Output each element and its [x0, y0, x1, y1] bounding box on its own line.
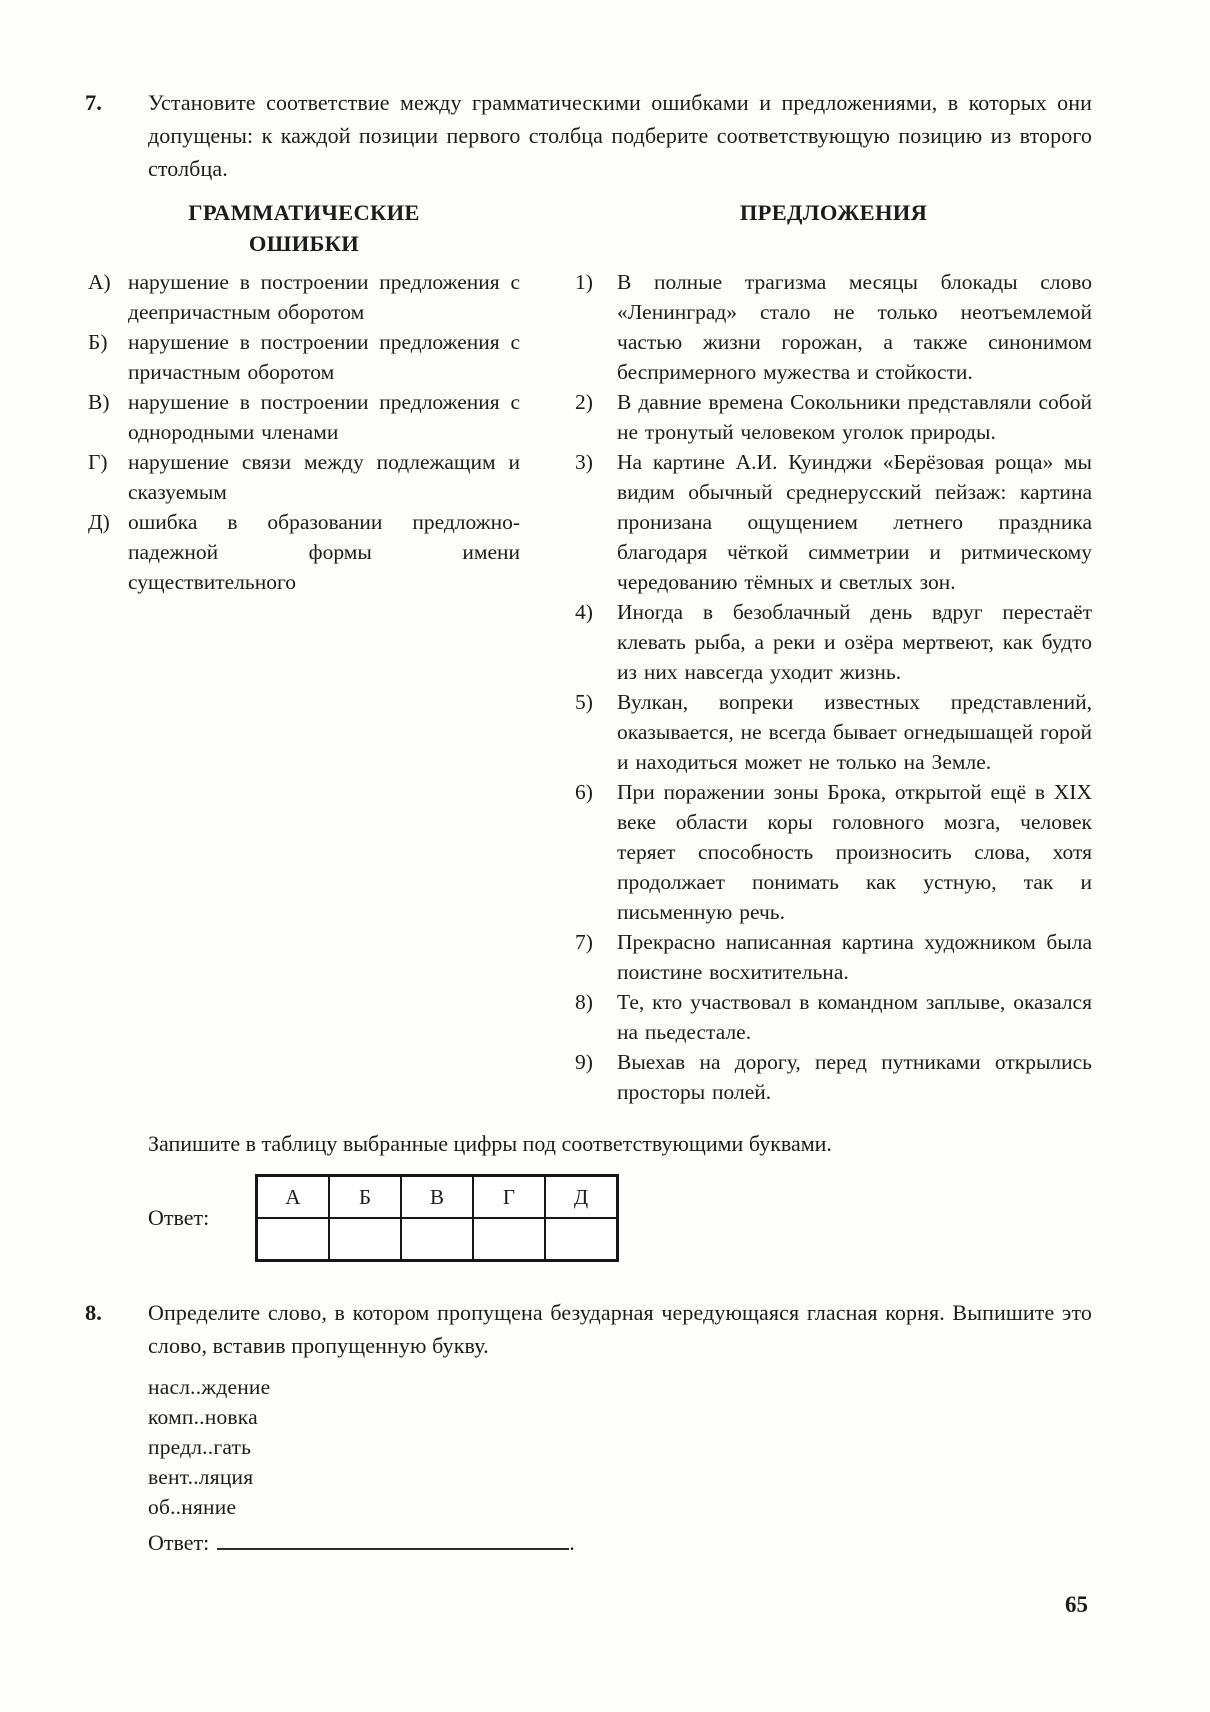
error-item-g-text: нарушение связи между подлежащим и сказуемым	[128, 450, 520, 504]
sentence-item-5-marker: 5)	[575, 690, 593, 714]
sentence-item-8-marker: 8)	[575, 990, 593, 1014]
sentence-item-1-marker: 1)	[575, 270, 593, 294]
error-item-a-text: нарушение в построении предложения с деепричастным оборотом	[128, 270, 520, 324]
error-item-v-marker: В)	[88, 390, 110, 414]
error-item-d-marker: Д)	[88, 510, 110, 534]
answer-blank-line	[217, 1528, 569, 1550]
sentence-item-7	[575, 927, 1092, 987]
sentences-header: ПРЕДЛОЖЕНИЯ	[739, 200, 928, 225]
sentence-item-2-marker: 2)	[575, 390, 593, 414]
table-instruction: Запишите в таблицу выбранные цифры под соответствующими буквами.	[148, 1131, 832, 1156]
error-item-v	[88, 387, 520, 447]
sentence-item-2-text: В давние времена Сокольники представляли собой не тронутый человеком уголок природы.	[617, 390, 1092, 444]
answer-header-cell-d: Д	[545, 1176, 618, 1219]
answer-header-cell-a: А	[257, 1176, 330, 1219]
error-item-b-text: нарушение в построении предложения с причастным оборотом	[128, 330, 520, 384]
word-item-3: предл..гать	[148, 1435, 252, 1459]
sentence-item-9-marker: 9)	[575, 1050, 593, 1074]
word-item-5: об..няние	[148, 1495, 237, 1519]
question-7-prompt: Установите соответствие между грамматическими ошибками и предложениями, в которых они допущены: к каждой позиции первого столбца подберите соответствующую позицию из второго столбца.	[148, 90, 1092, 181]
sentence-item-5-text: Вулкан, вопреки известных представлений, оказывается, не всегда бывает огнедышащей горой и находиться может не только на Земле.	[617, 690, 1092, 774]
answer-value-cell-a	[257, 1218, 330, 1261]
question-8	[0, 1262, 1210, 1556]
sentence-item-7-text: Прекрасно написанная картина художником была поистине восхитительна.	[617, 930, 1092, 984]
question-8-answer-label: Ответ:	[148, 1530, 210, 1555]
page-number: 65	[1065, 1592, 1088, 1617]
error-item-d	[88, 507, 520, 597]
grammar-errors-header-line2: ОШИБКИ	[248, 231, 360, 256]
word-item-2: комп..новка	[148, 1405, 258, 1429]
sentence-item-1	[575, 267, 1092, 387]
sentence-item-5	[575, 687, 1092, 777]
sentence-item-8-text: Те, кто участвовал в командном заплыве, оказался на пьедестале.	[617, 990, 1092, 1044]
question-7-answer-row	[0, 1174, 1210, 1262]
grammar-errors-header	[88, 197, 520, 267]
word-item-4: вент..ляция	[148, 1465, 254, 1489]
answer-value-cell-d	[545, 1218, 618, 1261]
sentence-item-4-text: Иногда в безоблачный день вдруг перестаёт клевать рыба, а реки и озёра мертвеют, как будто из них навсегда уходит жизнь.	[617, 600, 1092, 684]
sentence-item-4-marker: 4)	[575, 600, 593, 624]
sentence-item-6	[575, 777, 1092, 927]
sentence-item-3-marker: 3)	[575, 450, 593, 474]
sentence-item-7-marker: 7)	[575, 930, 593, 954]
question-8-number: 8.	[85, 1300, 102, 1325]
answer-header-cell-b: Б	[329, 1176, 401, 1219]
error-item-b-marker: Б)	[88, 330, 108, 354]
sentence-item-3	[575, 447, 1092, 597]
answer-value-cell-v	[401, 1218, 473, 1261]
answer-value-cell-g	[473, 1218, 545, 1261]
grammar-errors-column	[88, 197, 520, 1107]
word-item-1: насл..ждение	[148, 1375, 271, 1399]
sentence-item-3-text: На картине А.И. Куинджи «Берёзовая роща» мы видим обычный среднерусский пейзаж: картина пронизана ощущением летнего праздника благодаря чёткой симметрии и ритмическому чередованию тёмных и светлых зон.	[617, 450, 1092, 594]
sentence-item-6-text: При поражении зоны Брока, открытой ещё в XIX веке области коры головного мозга, человек теряет способность произносить слова, хотя продолжает понимать как устную, так и письменную речь.	[617, 780, 1092, 924]
sentence-item-2	[575, 387, 1092, 447]
error-item-b	[88, 327, 520, 387]
error-item-a	[88, 267, 520, 327]
answer-header-cell-g: Г	[473, 1176, 545, 1219]
answer-period: .	[569, 1530, 575, 1555]
sentence-item-8	[575, 987, 1092, 1047]
matching-columns	[88, 197, 1092, 1107]
question-8-prompt: Определите слово, в котором пропущена безударная чередующаяся гласная корня. Выпишите это слово, вставив пропущенную букву.	[148, 1300, 1092, 1358]
sentence-item-9-text: Выехав на дорогу, перед путниками открылись просторы полей.	[617, 1050, 1092, 1104]
answer-table	[255, 1174, 619, 1262]
sentences-column	[575, 197, 1092, 1107]
error-item-a-marker: А)	[88, 270, 111, 294]
grammar-errors-header-line1: ГРАММАТИЧЕСКИЕ	[188, 200, 420, 225]
question-7-number: 7.	[85, 90, 102, 115]
error-item-g	[88, 447, 520, 507]
sentence-item-1-text: В полные трагизма месяцы блокады слово «Ленинград» стало не только неотъемлемой частью жизни горожан, а также синонимом беспримерного мужества и стойкости.	[617, 270, 1092, 384]
answer-value-cell-b	[329, 1218, 401, 1261]
sentence-item-4	[575, 597, 1092, 687]
question-7-answer-label: Ответ:	[148, 1205, 210, 1230]
sentence-item-6-marker: 6)	[575, 780, 593, 804]
error-item-g-marker: Г)	[88, 450, 108, 474]
error-item-v-text: нарушение в построении предложения с однородными членами	[128, 390, 520, 444]
answer-header-cell-v: В	[401, 1176, 473, 1219]
error-item-d-text: ошибка в образовании предложно-падежной формы имени существительного	[128, 510, 520, 594]
sentence-item-9	[575, 1047, 1092, 1107]
answer-table-value-row	[257, 1218, 618, 1261]
answer-table-header-row	[257, 1176, 618, 1219]
word-options-list	[148, 1372, 1210, 1522]
question-8-answer-line	[148, 1528, 1210, 1556]
